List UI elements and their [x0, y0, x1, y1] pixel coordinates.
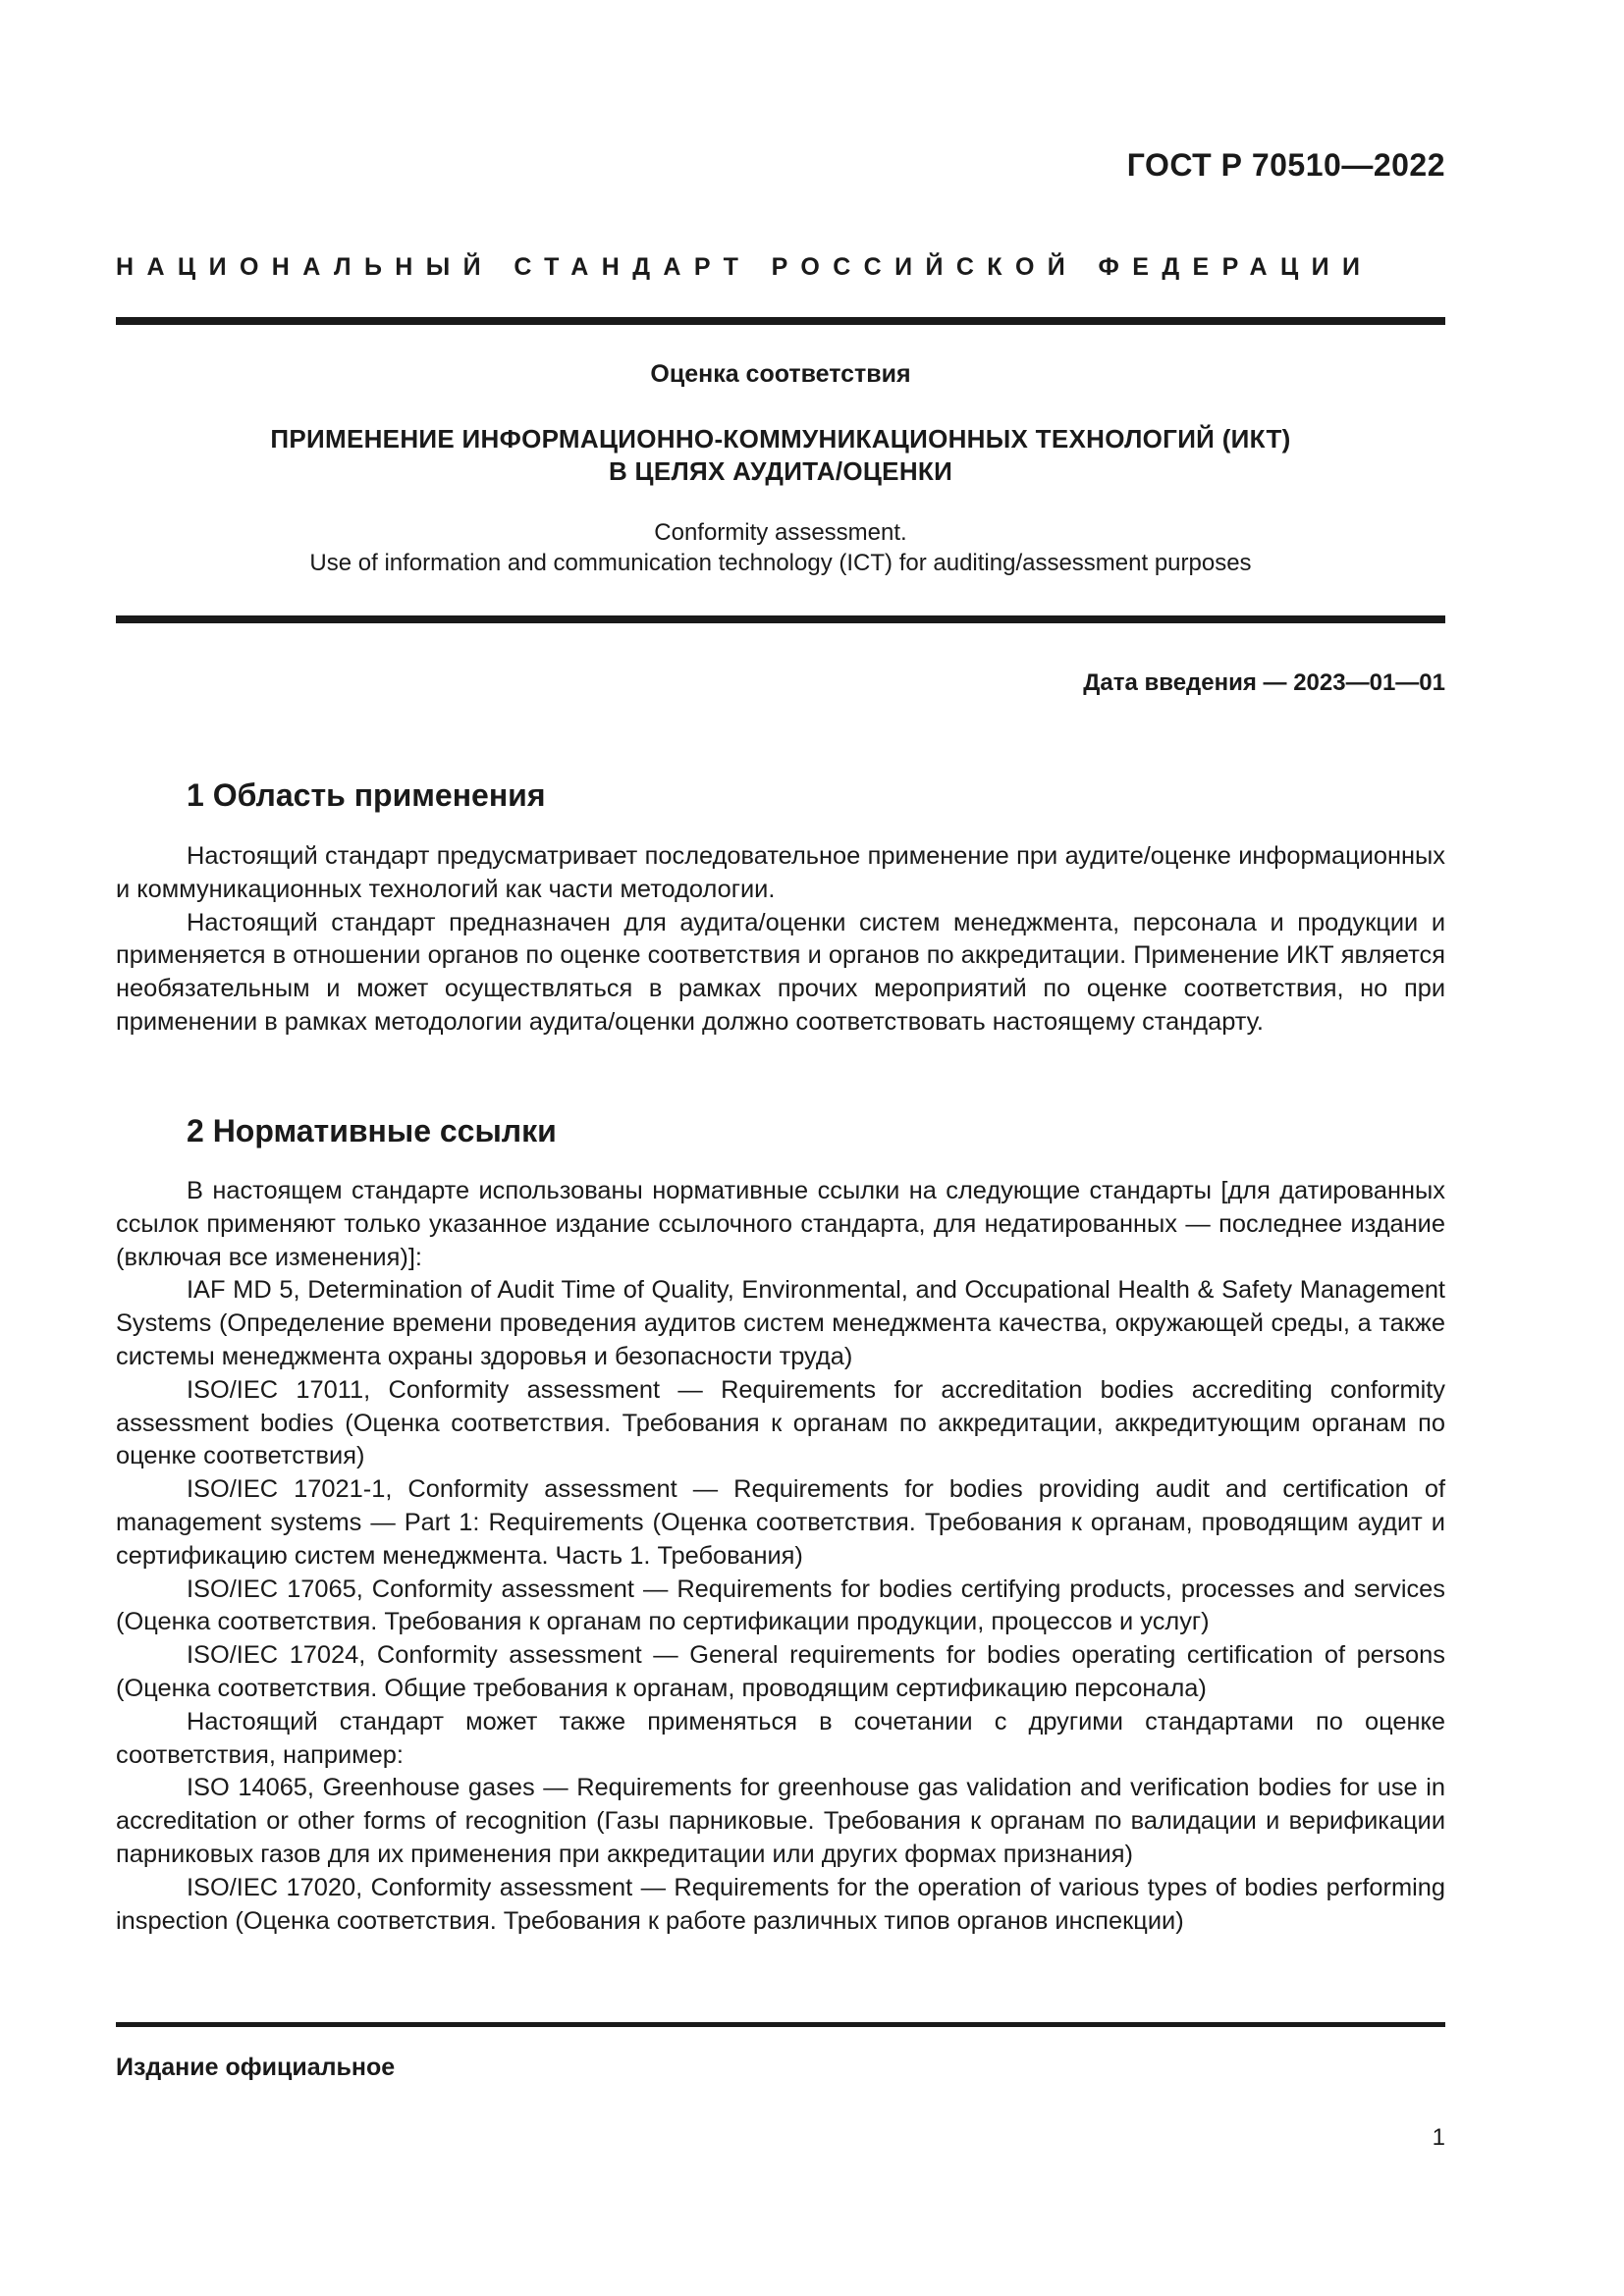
- section-1-body: [116, 840, 1445, 1040]
- title-rule-divider: [116, 615, 1445, 623]
- section-2-heading: 2 Нормативные ссылки: [187, 1113, 557, 1148]
- introduction-date: Дата введения — 2023—01—01: [1083, 669, 1445, 696]
- footer-rule-divider: [116, 2022, 1445, 2027]
- document-number: ГОСТ Р 70510—2022: [1126, 147, 1445, 183]
- official-edition-label: Издание официальное: [116, 2054, 396, 2081]
- section-2-paragraph: Настоящий стандарт может также применяться в сочетании с другими стандартами по оценке соответствия, например:: [116, 1707, 1445, 1769]
- reference-entry: ISO/IEC 17024, Conformity assessment — General requirements for bodies operating certification of persons (Оценка соответствия. Общие требования к органам, проводящим сертификацию персонала): [116, 1641, 1445, 1702]
- reference-entry: ISO/IEC 17065, Conformity assessment — Requirements for bodies certifying products, processes and services (Оценка соответствия. Требования к органам по сертификации продукции, процессов и услуг): [116, 1575, 1445, 1636]
- section-1-paragraph: Настоящий стандарт предусматривает последовательное применение при аудите/оценке информационных и коммуникационных технологий как части методологии.: [116, 842, 1445, 903]
- english-title-line-2: Use of information and communication technology (ICT) for auditing/assessment purposes: [309, 550, 1252, 576]
- national-standard-title: НАЦИОНАЛЬНЫЙ СТАНДАРТ РОССИЙСКОЙ ФЕДЕРАЦИИ: [116, 253, 1374, 281]
- section-2-paragraph: В настоящем стандарте использованы нормативные ссылки на следующие стандарты [для датированных ссылок применяют только указанное издание ссылочного стандарта, для недатированных — последнее издание (включая все изменения)]:: [116, 1177, 1445, 1271]
- section-1-paragraph: Настоящий стандарт предназначен для аудита/оценки систем менеджмента, персонала и продукции и применяется в отношении органов по оценке соответствия и органов по аккредитации. Применение ИКТ является необязательным и может осуществляться в рамках прочих мероприятий по оценке соответствия, но при применении в рамках методологии аудита/оценки должно соответствовать настоящему стандарту.: [116, 908, 1445, 1036]
- standard-title-line-2: В ЦЕЛЯХ АУДИТА/ОЦЕНКИ: [608, 456, 953, 486]
- english-title-line-1: Conformity assessment.: [654, 519, 907, 546]
- section-1-heading: 1 Область применения: [187, 777, 546, 813]
- standard-subject: Оценка соответствия: [650, 360, 911, 388]
- standard-title-line-1: ПРИМЕНЕНИЕ ИНФОРМАЦИОННО-КОММУНИКАЦИОННЫХ ТЕХНОЛОГИЙ (ИКТ): [270, 424, 1291, 454]
- reference-entry: ISO 14065, Greenhouse gases — Requirements for greenhouse gas validation and verification bodies for use in accreditation or other forms of recognition (Газы парниковые. Требования к органам по валидации и верификации парниковых газов для их применения при аккредитации или других формах признания): [116, 1774, 1445, 1868]
- page-number: 1: [1432, 2124, 1445, 2151]
- top-rule-divider: [116, 317, 1445, 325]
- reference-entry: ISO/IEC 17021-1, Conformity assessment — Requirements for bodies providing audit and certification of management systems — Part 1: Requirements (Оценка соответствия. Требования к органам, проводящим аудит и сертификацию систем менеджмента. Часть 1. Требования): [116, 1475, 1445, 1570]
- section-2-body: [116, 1175, 1445, 1938]
- reference-entry: ISO/IEC 17011, Conformity assessment — Requirements for accreditation bodies accrediting conformity assessment bodies (Оценка соответствия. Требования к органам по аккредитации, аккредитующим органам по оценке соответствия): [116, 1375, 1445, 1470]
- reference-entry: ISO/IEC 17020, Conformity assessment — Requirements for the operation of various types of bodies performing inspection (Оценка соответствия. Требования к работе различных типов органов инспекции): [116, 1873, 1445, 1935]
- reference-entry: IAF MD 5, Determination of Audit Time of Quality, Environmental, and Occupational Health & Safety Management Systems (Определение времени проведения аудитов систем менеджмента качества, окружающей среды, а также системы менеджмента охраны здоровья и безопасности труда): [116, 1276, 1445, 1370]
